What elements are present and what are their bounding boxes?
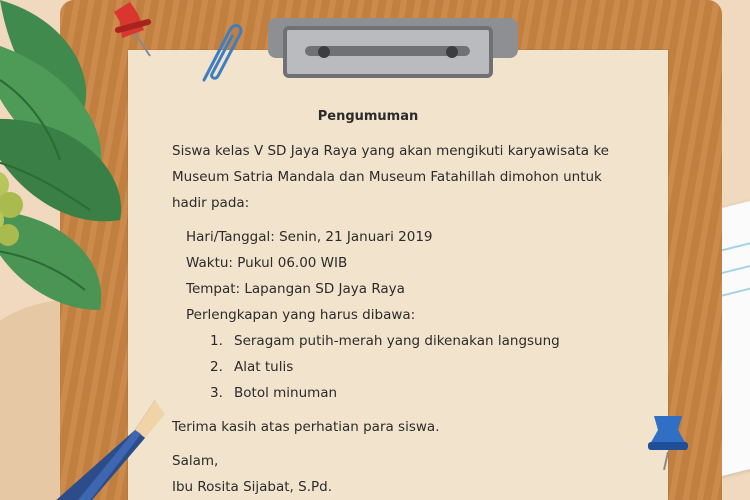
list-item-text: Botol minuman — [234, 385, 338, 401]
detail-equipment: Perlengkapan yang harus dibawa: — [186, 307, 416, 323]
detail-date: Hari/Tanggal: Senin, 21 Januari 2019 — [186, 229, 433, 245]
pushpin-red-icon — [108, 0, 158, 60]
announcement-title: Pengumuman — [317, 109, 419, 124]
intro-line: Museum Satria Mandala dan Museum Fatahillah dimohon untuk — [172, 169, 602, 185]
clip-rivet — [318, 46, 330, 58]
list-item-number: 3. — [210, 385, 223, 401]
signature-line: Ibu Rosita Sijabat, S.Pd. — [172, 479, 332, 495]
list-item-text: Alat tulis — [234, 359, 294, 375]
list-item — [172, 354, 652, 380]
intro-paragraph — [172, 138, 652, 216]
list-item-number: 1. — [210, 333, 223, 349]
intro-line: hadir pada: — [172, 195, 250, 211]
announcement-text — [172, 104, 652, 500]
clip-rivet — [446, 46, 458, 58]
list-item-number: 2. — [210, 359, 223, 375]
list-item-text: Seragam putih-merah yang dikenakan langsung — [234, 333, 560, 349]
thanks-line: Terima kasih atas perhatian para siswa. — [172, 419, 440, 435]
detail-place: Tempat: Lapangan SD Jaya Raya — [186, 281, 405, 297]
pencil-icon — [55, 400, 175, 500]
intro-line: Siswa kelas V SD Jaya Raya yang akan mengikuti karyawisata ke — [172, 143, 609, 159]
paperclip-icon — [196, 22, 244, 88]
detail-time: Waktu: Pukul 06.00 WIB — [186, 255, 348, 271]
list-item — [172, 328, 652, 354]
closing-line: Salam, — [172, 453, 219, 469]
list-item — [172, 380, 652, 406]
